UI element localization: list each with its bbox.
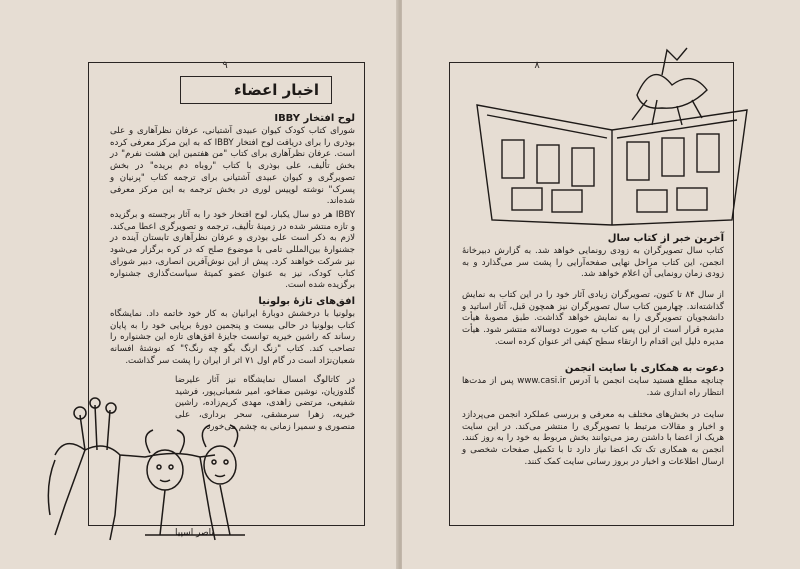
article-heading: دعوت به همکاری با سایت انجمن [564, 363, 724, 374]
section-header-title: اخبار اعضاء [233, 81, 319, 99]
article-body: از سال ۸۴ تا کنون، تصویرگران زیادی آثار خود را در این کتاب به نمایش گذاشته‌اند. چهارمین کتاب سال تصویرگران نیز همچون قبل، آثار اساتید و دانشجویان تصویرگری را به نمایش خواهد گذاشت. طبق مصوبهٔ هیأت مدیره قرار است از این پس کتاب به صورت دوسالانه منتشر شود. هیأت مدیره دلیل این اقدام را ارتقاء سطح کیفی اثر عنوان کرده است. [462, 290, 724, 347]
article-body: IBBY هر دو سال یکبار، لوح افتخار خود را به آثار برجسته و برگزیده و تازه منتشر شده در زمینهٔ تألیف، ترجمه و تصویرگری اعطا می‌کند. لازم به ذکر است علی بوذری و عرفان نظرآهاری تابستان آینده در جشنوارهٔ بین‌المللی تامی با موضوع صلح که در کره برگزار می‌شود نیز شرکت خواهند کرد. پیش از این نوش‌آفرین انصاری، دبیر شورای کتاب کودک، نیز به عنوان عضو کمیتهٔ سیاست‌گذاری جشنواره برگزیده شده است. [110, 210, 355, 291]
article-ibby-more [110, 210, 355, 292]
article-heading: لوح افتخار IBBY [274, 113, 355, 124]
section-header-box [180, 76, 332, 104]
article-website-more [462, 410, 724, 469]
article-heading: آخرین خبر از کتاب سال [607, 233, 724, 244]
horned-figures-illustration [25, 395, 265, 545]
left-page [0, 0, 398, 569]
illustration-caption: ناصر اسپیا [175, 528, 214, 538]
article-ibby [110, 112, 355, 208]
article-body: سایت در بخش‌های مختلف به معرفی و بررسی عملکرد انجمن می‌پردازد و اخبار و مقالات مرتبط با تصویرگری را منتشر می‌کند. در این سایت هریک از اعضا با داشتن رمز می‌توانند بخش مربوط به خود را به روز کنند. انجمن به همکاری تک تک اعضا نیاز دارد تا با تکمیل صفحات شخصی و ارسال اطلاعات و اخبار در بروز رسانی سایت کمک کنند. [462, 410, 724, 467]
article-website [462, 362, 724, 399]
article-yearbook-more [462, 290, 724, 349]
article-heading: افق‌های تازهٔ بولونیا [258, 296, 355, 307]
article-body: کتاب سال تصویرگران به زودی رونمایی خواهد شد. به گزارش دبیرخانهٔ انجمن، این کتاب مراحل نهایی صفحه‌آرایی را پشت سر می‌گذارد و به زودی زمان رونمایی آن اعلام خواهد شد. [462, 246, 724, 280]
article-body: شورای کتاب کودک کیوان عبیدی آشتیانی، عرفان نظرآهاری و علی بوذری را برای دریافت لوح افتخار IBBY که به این مرکز معرفی کرده است. عرفان نظرآهاری برای کتاب "من هفتمین این هشت نفرم" در بخش تألیف، علی بوذری با کتاب "روباه دم بریده" در بخش تصویرگری و کیوان عبیدی آشتیانی برای ترجمه کتاب "پرنیان و پسرک" نوشته لوییس لوری در بخش ترجمه به این مرکز معرفی شده‌اند. [110, 126, 355, 207]
right-page [402, 0, 800, 569]
article-body: چنانچه مطلع هستید سایت انجمن با آدرس www.casi.ir پس از مدت‌ها انتظار راه اندازی شد. [462, 376, 725, 398]
article-body: بولونیا با درخشش دوبارهٔ ایرانیان به کار خود خاتمه داد. نمایشگاه کتاب بولونیا در حالی بیست و پنجمین دورهٔ برپایی خود را به پایان رساند که راشین خیریه توانست جایزهٔ افق‌های تازه این جشنواره را تصاحب کند. کتاب "زنگ ارنگ بگو چه رنگ؟" که نوشتهٔ افسانه شعبان‌نژاد است در گام اول ۷۱ اثر از ایران را پشت سر گذاشت. [110, 309, 355, 366]
page-number: ۸ [534, 60, 540, 71]
open-book-illustration [462, 30, 762, 230]
page-number: ۹ [222, 60, 228, 71]
article-bologna [110, 295, 355, 368]
article-yearbook [462, 232, 724, 281]
article-body: در کاتالوگ امسال نمایشگاه نیز آثار علیرضا گلدوزیان، نوشین صفاخو، امیر شعبانی‌پور، فرشید شفیعی، مرتضی زاهدی، مهدی کریم‌زاده، راشین خیریه، زهرا سرمشقی، سحر برداری، علی منصوری و سمیرا زمانی به چشم می‌خورد. [175, 375, 355, 432]
